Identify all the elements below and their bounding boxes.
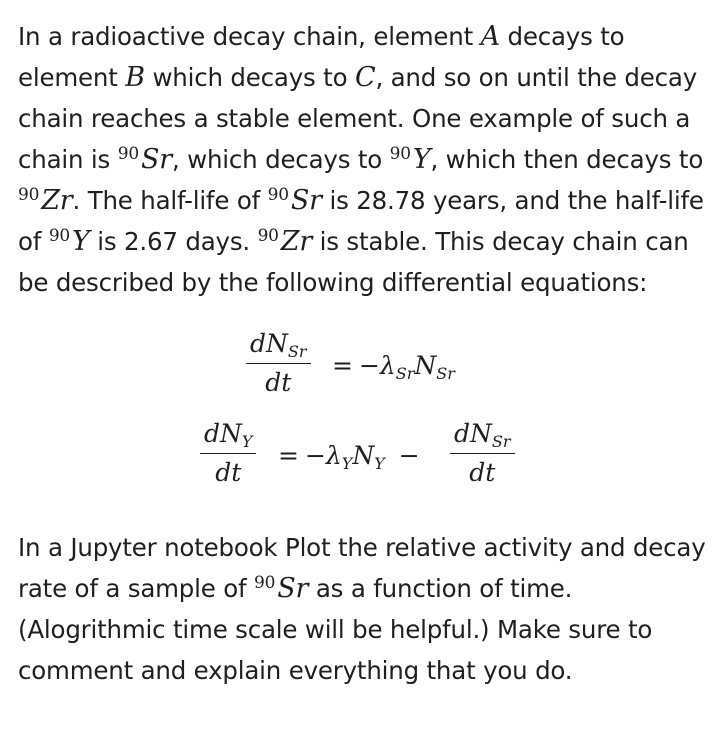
text-run: In a Jupyter notebook Plot the relative activity and decay rate of a sample of (18, 533, 706, 603)
text-run: In a radioactive decay chain, element (18, 22, 481, 51)
mass-number: 90 (254, 573, 276, 593)
fraction-dnsr-dt (450, 419, 515, 488)
text-run: . The half-life of (72, 186, 268, 215)
equals-sign: = (278, 441, 299, 470)
text-run: as a function of time. (Alogrithmic time scale will be helpful.) Make sure to comment and explain everything that you do. (18, 574, 653, 685)
text-run: , which decays to (171, 145, 390, 174)
element-symbol: Sr (277, 573, 309, 604)
subscript: Y (374, 454, 385, 473)
question-content (18, 16, 708, 691)
element-symbol: Sr (290, 185, 322, 216)
element-symbol: Y (412, 144, 431, 175)
fraction-dny-dt (200, 419, 256, 488)
minus-sign: − (304, 441, 326, 470)
fraction-dnsr-dt (246, 329, 311, 398)
math-symbol: A (480, 21, 500, 52)
equation-rhs (326, 351, 455, 383)
mass-number: 90 (117, 144, 139, 164)
mass-number: 90 (257, 226, 279, 246)
mass-number: 90 (267, 185, 289, 205)
lambda-symbol: λ (379, 351, 396, 380)
element-symbol: Y (72, 226, 90, 257)
text-run: , which then decays to (430, 145, 704, 174)
subscript: Sr (395, 364, 415, 383)
equation-rhs (272, 441, 426, 473)
mass-number: 90 (48, 226, 71, 246)
fraction-denominator: dt (215, 458, 242, 487)
subscript: Y (341, 454, 353, 473)
task-paragraph (18, 527, 708, 691)
equation-sr (18, 329, 708, 411)
subscript: Sr (436, 364, 455, 383)
intro-paragraph (18, 16, 708, 303)
mass-number: 90 (389, 144, 411, 164)
text-run: which decays to (144, 63, 355, 92)
equation-y (18, 419, 708, 501)
text-run: is 28.78 years, and the half-life of (18, 186, 704, 256)
minus-sign: − (398, 441, 420, 470)
mass-number: 90 (18, 185, 40, 205)
text-run: is stable. This decay chain can be described by the following differential equations: (18, 227, 689, 297)
fraction-numerator: $dN_{Sr}$ (450, 419, 515, 454)
equals-sign: = (332, 351, 353, 380)
text-run: decays to element (18, 22, 625, 92)
lambda-symbol: λ (325, 441, 342, 470)
text-run: , and so on until the decay chain reaches a stable element. One example of such a chain is (18, 63, 698, 174)
minus-sign: − (358, 351, 380, 380)
math-symbol: B (125, 62, 145, 93)
element-symbol: Zr (41, 185, 73, 216)
math-symbol: C (354, 62, 376, 93)
fraction-numerator: $dN_{Sr}$ (246, 329, 311, 364)
element-symbol: Zr (280, 226, 313, 257)
fraction-numerator: $dN_Y$ (200, 419, 256, 454)
n-symbol: N (414, 351, 437, 380)
fraction-denominator: dt (469, 458, 496, 487)
text-run: is 2.67 days. (89, 227, 258, 256)
fraction-denominator: dt (265, 368, 292, 397)
element-symbol: Sr (140, 144, 172, 175)
n-symbol: N (352, 441, 375, 470)
